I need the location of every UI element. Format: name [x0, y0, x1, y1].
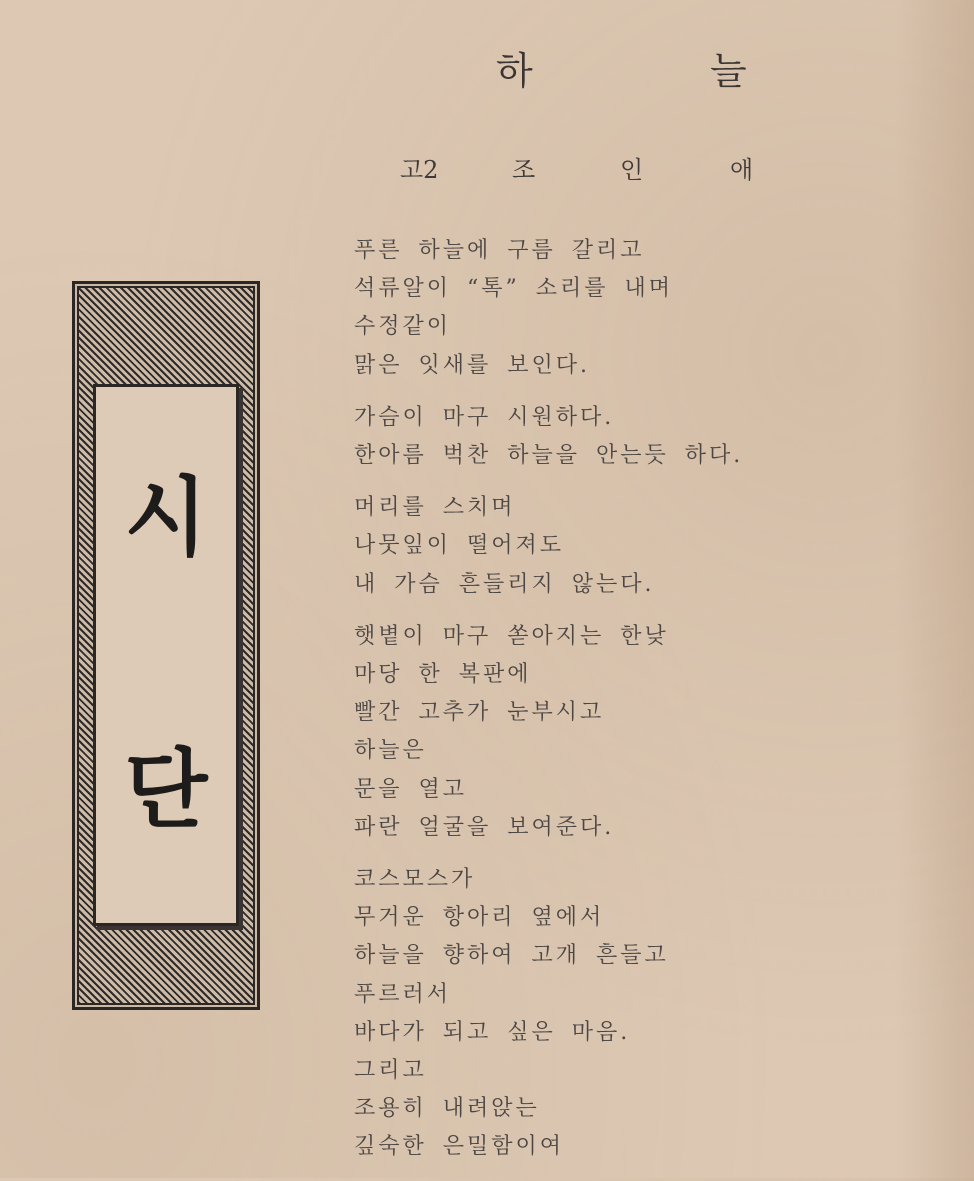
title-char: 하 — [496, 49, 533, 93]
poem-line: 코스모스가 — [354, 867, 476, 893]
emblem-char: 시 — [124, 468, 208, 568]
poem-title — [490, 40, 770, 96]
poem-line: 석류알이 “톡” 소리를 내며 — [354, 276, 673, 302]
author-name-char: 인 — [620, 156, 644, 184]
poem-line: 푸른 하늘에 구름 갈리고 — [354, 238, 645, 263]
poem-line: 나뭇잎이 떨어져도 — [354, 533, 565, 559]
section-emblem — [72, 281, 260, 1010]
stanza — [354, 489, 914, 604]
author-byline — [400, 150, 770, 190]
poem-line: 문을 열고 — [354, 776, 468, 802]
poem-line: 가슴이 마구 시원하다. — [354, 404, 615, 430]
stanza — [354, 232, 914, 385]
poem-line: 맑은 잇새를 보인다. — [354, 352, 590, 378]
emblem-panel — [93, 384, 239, 926]
poem-body — [354, 232, 914, 1181]
poem-line: 파란 얼굴을 보여준다. — [354, 814, 615, 840]
poem-line: 한아름 벅찬 하늘을 안는듯 하다. — [354, 443, 744, 469]
author-name-char: 조 — [512, 156, 536, 184]
poem-line: 깊숙한 은밀함이여 — [354, 1134, 565, 1160]
poem-line: 하늘을 향하여 고개 흔들고 — [354, 943, 669, 969]
stanza — [354, 399, 914, 475]
poem-line: 무거운 항아리 옆에서 — [354, 905, 605, 931]
emblem-char: 단 — [124, 740, 208, 840]
author-name-char: 애 — [730, 156, 754, 184]
title-char: 늘 — [710, 49, 747, 93]
poem-line: 머리를 스치며 — [354, 495, 516, 521]
poem-line: 하늘은 — [354, 738, 427, 764]
poem-line: 내 가슴 흔들리지 않는다. — [354, 571, 655, 597]
poem-line: 마당 한 복판에 — [354, 662, 532, 688]
author-grade: 고2 — [400, 156, 439, 184]
poem-line: 푸르러서 — [354, 981, 452, 1007]
poem-line: 조용히 내려앉는 — [354, 1096, 540, 1122]
poem-line: 수정같이 — [354, 314, 452, 340]
poem-line: 그리고 — [354, 1058, 427, 1084]
poem-line: 바다가 되고 싶은 마음. — [354, 1019, 631, 1045]
poem-line: 햇볕이 마구 쏟아지는 한낮 — [354, 623, 669, 649]
stanza — [354, 861, 914, 1167]
poem-line: 빨간 고추가 눈부시고 — [354, 700, 605, 726]
stanza — [354, 618, 914, 847]
